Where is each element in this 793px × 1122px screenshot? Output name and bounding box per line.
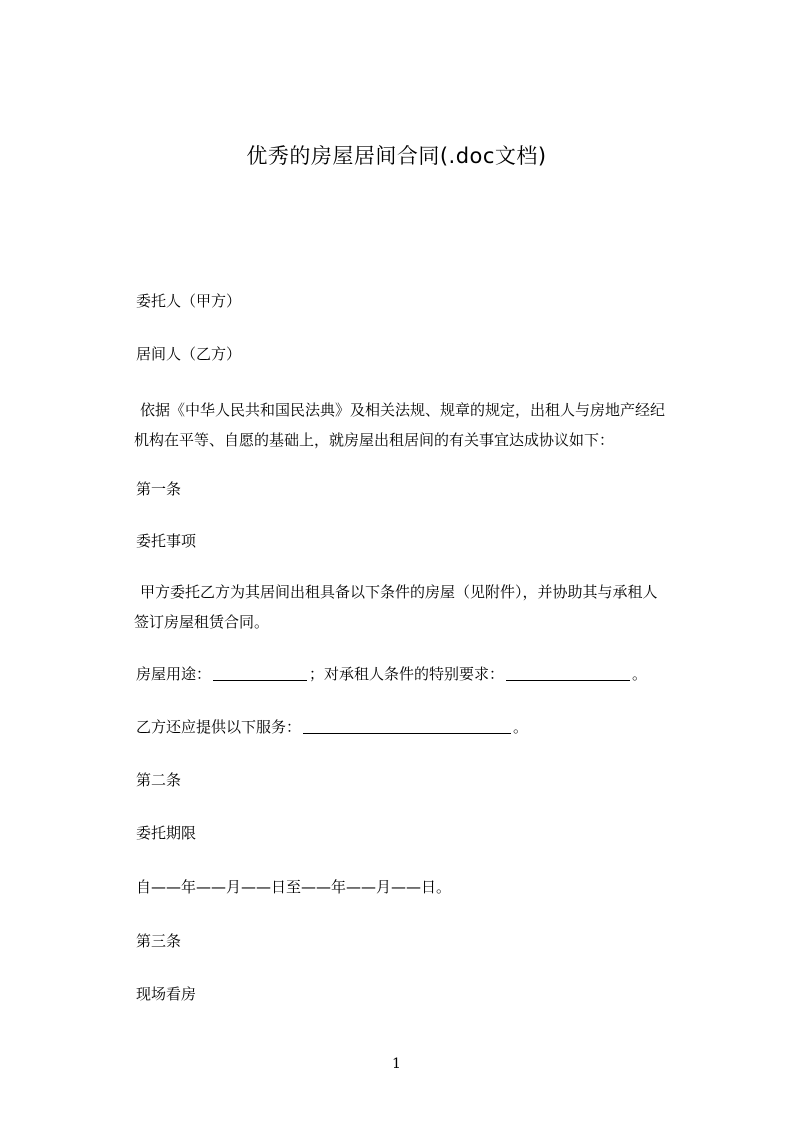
usage-label: 房屋用途： (136, 665, 212, 683)
usage-line (136, 663, 647, 685)
usage-blank (213, 669, 307, 681)
term-line: 自——年——月——日至——年——月——日。 (136, 878, 452, 896)
intro-paragraph (136, 395, 716, 455)
intro-line-2: 机构在平等、自愿的基础上，就房屋出租居间的有关事宜达成协议如下： (134, 431, 615, 449)
usage-line-end: 。 (632, 665, 648, 683)
services-label: 乙方还应提供以下服务： (136, 718, 302, 736)
article-1-title: 委托事项 (136, 532, 197, 550)
article-3-title: 现场看房 (136, 985, 197, 1003)
article-1-line-1: 甲方委托乙方为其居间出租具备以下条件的房屋（见附件），并协助其与承租人 (140, 583, 658, 601)
party-a-label: 委托人（甲方） (136, 292, 242, 310)
article-1-paragraph (136, 577, 716, 637)
article-1-line-2: 签订房屋租赁合同。 (134, 613, 270, 631)
article-3-heading: 第三条 (136, 932, 182, 950)
article-1-heading: 第一条 (136, 480, 182, 498)
services-line (136, 716, 528, 738)
article-2-title: 委托期限 (136, 824, 197, 842)
page-number: 1 (392, 1056, 401, 1072)
services-blank (303, 722, 511, 734)
document-title: 优秀的房屋居间合同(.doc文档) (246, 144, 547, 168)
article-2-heading: 第二条 (136, 771, 182, 789)
tenant-requirement-blank (506, 669, 630, 681)
intro-line-1: 依据《中华人民共和国民法典》及相关法规、规章的规定，出租人与房地产经纪 (140, 401, 666, 419)
party-b-label: 居间人（乙方） (136, 345, 242, 363)
services-line-end: 。 (513, 718, 529, 736)
tenant-requirement-label: ；对承租人条件的特别要求： (309, 665, 505, 683)
